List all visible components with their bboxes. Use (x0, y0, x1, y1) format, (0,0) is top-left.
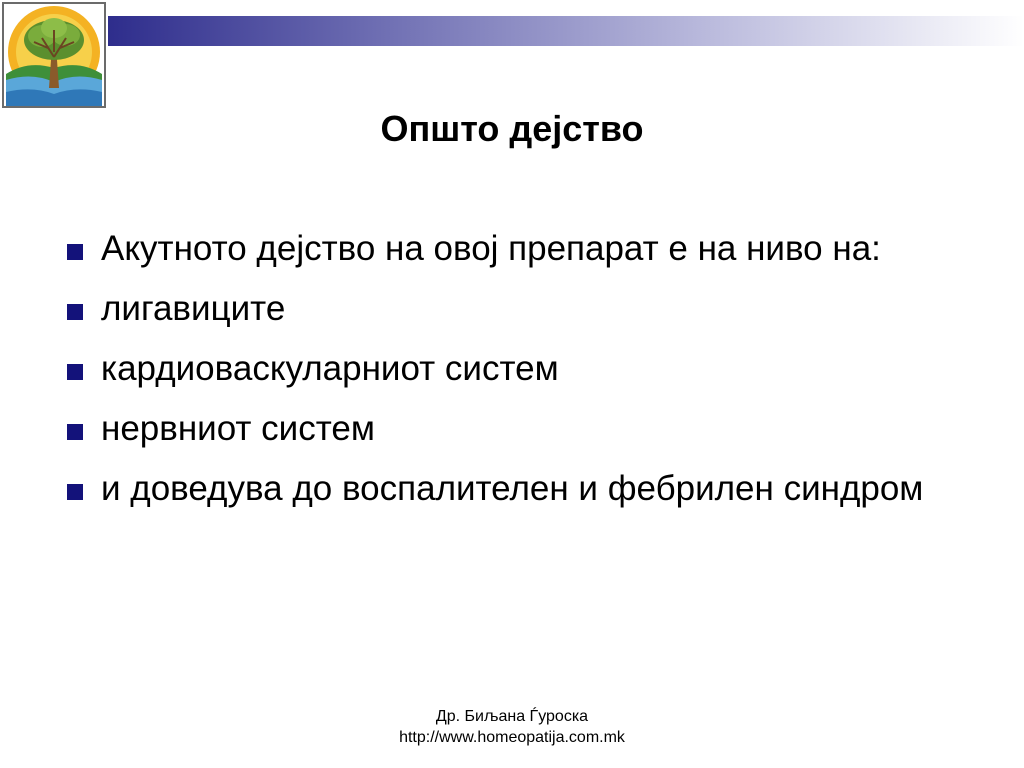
bullet-square-icon (67, 304, 83, 320)
footer-author: Др. Биљана Ѓуроска (435, 708, 589, 725)
bullet-item (64, 346, 964, 392)
bullet-square-icon (67, 484, 83, 500)
bullet-item (64, 226, 964, 272)
slide-title: Општо дејство (380, 108, 644, 149)
bullet-item (64, 466, 964, 512)
bullet-text: и доведува до воспалителен и фебрилен синдром (101, 469, 924, 508)
bullet-item (64, 406, 964, 452)
bullet-text: Акутното дејство на овој препарат е на ниво на: (101, 229, 881, 268)
header-gradient-bar (108, 16, 1024, 46)
bullet-text: нервниот систем (101, 409, 375, 448)
bullet-item (64, 286, 964, 332)
bullet-list (64, 226, 964, 526)
bullet-text: лигавиците (101, 289, 286, 328)
footer-url[interactable]: http://www.homeopatija.com.mk (399, 729, 625, 746)
footer (312, 706, 712, 748)
bullet-square-icon (67, 244, 83, 260)
tree-logo-icon (2, 2, 106, 108)
bullet-text: кардиоваскуларниот систем (101, 349, 559, 388)
bullet-square-icon (67, 424, 83, 440)
bullet-square-icon (67, 364, 83, 380)
